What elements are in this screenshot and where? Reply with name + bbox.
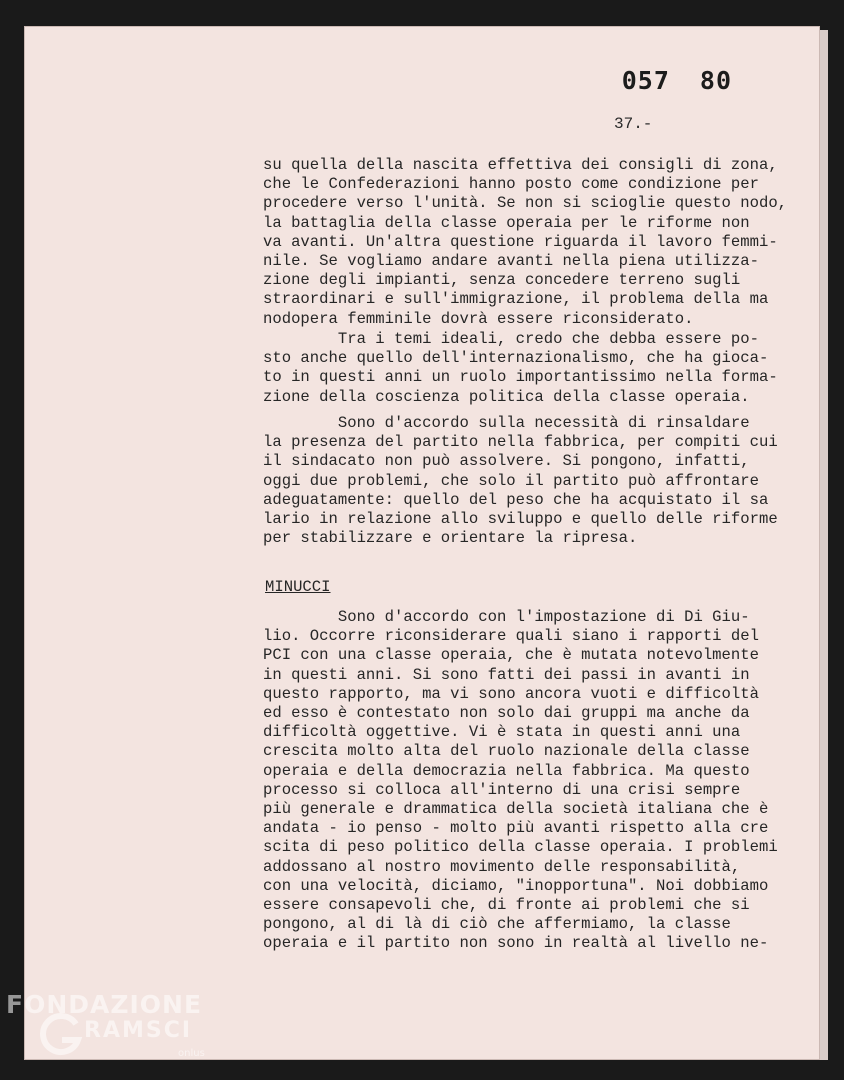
paragraph-2: Tra i temi ideali, credo che debba essere po- sto anche quello dell'internazionalismo, che ha gioca- to in questi anni un ruolo importantissimo nella forma- zione della coscienza politica della classe operaia. <box>263 330 778 406</box>
g-logo-icon <box>38 1012 84 1058</box>
speaker-heading: MINUCCI <box>265 578 331 596</box>
page-number: 37.- <box>614 115 653 133</box>
watermark-line-1: FONDAZIONE <box>6 990 203 1019</box>
paragraph-3: Sono d'accordo sulla necessità di rinsaldare la presenza del partito nella fabbrica, per compiti cui il sindacato non può assolvere. Si pongono, infatti, oggi due problemi, che solo il partito può affrontare adeguatamente: quello del peso che ha acquistato il sa lario in relazione allo sviluppo e quello delle riforme per stabilizzare e orientare la ripresa. <box>263 414 778 548</box>
archive-stamp <box>622 66 732 95</box>
paragraph-4: Sono d'accordo con l'impostazione di Di Giu- lio. Occorre riconsiderare quali siano i rapporti del PCI con una classe operaia, che è mutata notevolmente in questi anni. Si sono fatti dei passi in avanti in questo rapporto, ma vi sono ancora vuoti e difficoltà ed esso è contestato non solo dai gruppi ma anche da difficoltà oggettive. Vi è stata in questi anni una crescita molto alta del ruolo nazionale della classe operaia e della democrazia nella fabbrica. Ma questo processo si colloca all'interno di una crisi sempre più generale e drammatica della società italiana che è andata - io penso - molto più avanti rispetto alla cre scita di peso politico della classe operaia. I problemi addossano al nostro movimento delle responsabilità, con una velocità, diciamo, "inopportuna". Noi dobbiamo essere consapevoli che, di fronte ai problemi che si pongono, al di là di ciò che affermiamo, la classe operaia e il partito non sono in realtà al livello ne- <box>263 608 778 953</box>
paragraph-1: su quella della nascita effettiva dei consigli di zona, che le Confederazioni hanno posto come condizione per procedere verso l'unità. Se non si scioglie questo nodo, la battaglia della classe operaia per le riforme non va avanti. Un'altra questione riguarda il lavoro femmi- nile. Se vogliamo andare avanti nella piena utilizza- zione degli impianti, senza concedere terreno sugli straordinari e sull'immigrazione, il problema della ma nodopera femminile dovrà essere riconsiderato. <box>263 156 788 328</box>
watermark-line-3: onlus <box>178 1048 205 1059</box>
watermark-logo <box>6 990 216 1070</box>
stamp-left-number: 057 <box>621 66 670 95</box>
stamp-right-number: 80 <box>699 66 732 95</box>
watermark-line-2: RAMSCI <box>84 1018 193 1043</box>
